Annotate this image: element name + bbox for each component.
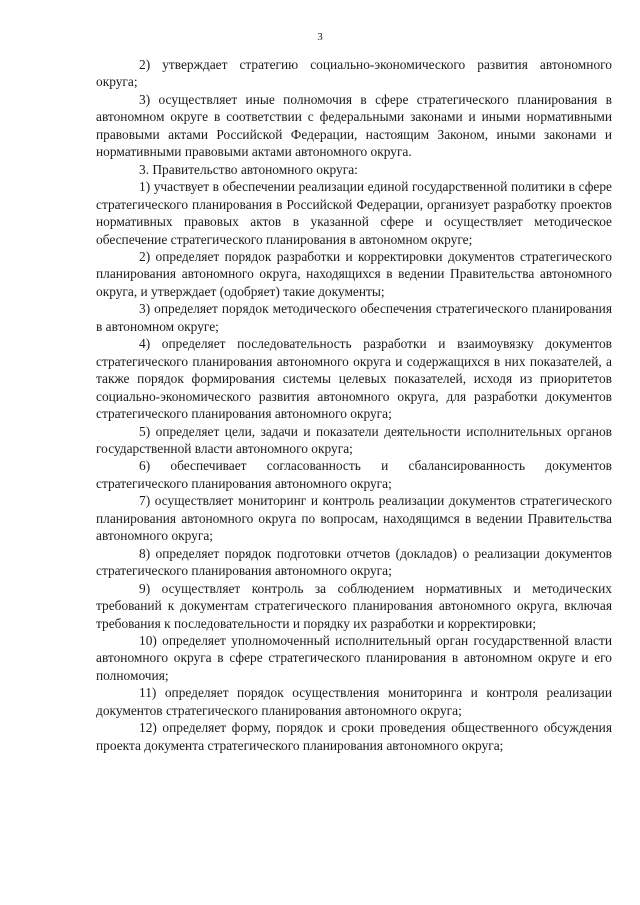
paragraph: 6) обеспечивает согласованность и сбалансированность документов стратегического планирования автономного округа; [96, 458, 612, 491]
paragraph: 10) определяет уполномоченный исполнительный орган государственной власти автономного округа в сфере стратегического планирования в автономном округе и его полномочия; [96, 632, 612, 683]
paragraph: 4) определяет последовательность разработки и взаимоувязку документов стратегического планирования автономного округа и содержащихся в них показателей, а также порядок формирования системы целевых показателей, исходя из приоритетов социально-экономического развития автономного округа, для разработки документов стратегического планирования автономного округа; [96, 336, 612, 422]
paragraph: 3. Правительство автономного округа: [139, 161, 358, 177]
paragraph: 12) определяет форму, порядок и сроки проведения общественного обсуждения проекта документа стратегического планирования автономного округа; [96, 720, 612, 753]
document-body [96, 56, 612, 754]
paragraph: 1) участвует в обеспечении реализации единой государственной политики в сфере стратегического планирования в Российской Федерации, организует разработку проектов нормативных правовых актов в указанной сфере и осуществляет методическое обеспечение стратегического планирования в автономном округе; [96, 179, 612, 247]
paragraph: 3) определяет порядок методического обеспечения стратегического планирования в автономном округе; [96, 301, 612, 334]
paragraph: 5) определяет цели, задачи и показатели деятельности исполнительных органов государственной власти автономного округа; [96, 423, 612, 456]
paragraph: 8) определяет порядок подготовки отчетов (докладов) о реализации документов стратегического планирования автономного округа; [96, 545, 612, 579]
paragraph: 9) осуществляет контроль за соблюдением нормативных и методических требований к документам стратегического планирования автономного округа, включая требования к последовательности и порядку их разработки и корректировки; [96, 580, 612, 631]
paragraph: 3) осуществляет иные полномочия в сфере стратегического планирования в автономном округе в соответствии с федеральными законами и иными нормативными правовыми актами Российской Федерации, настоящим Законом, иными законами и нормативными правовыми актами автономного округа. [96, 91, 612, 160]
page-number: 3 [317, 31, 323, 43]
paragraph: 11) определяет порядок осуществления мониторинга и контроля реализации документов стратегического планирования автономного округа; [96, 685, 612, 718]
paragraph: 7) осуществляет мониторинг и контроль реализации документов стратегического планирования автономного округа по вопросам, находящимся в ведении Правительства автономного округа; [96, 493, 612, 544]
paragraph: 2) утверждает стратегию социально-экономического развития автономного округа; [96, 57, 612, 90]
paragraph: 2) определяет порядок разработки и корректировки документов стратегического планирования автономного округа, находящихся в ведении Правительства автономного округа, и утверждает (одобряет) такие документы; [96, 248, 612, 299]
